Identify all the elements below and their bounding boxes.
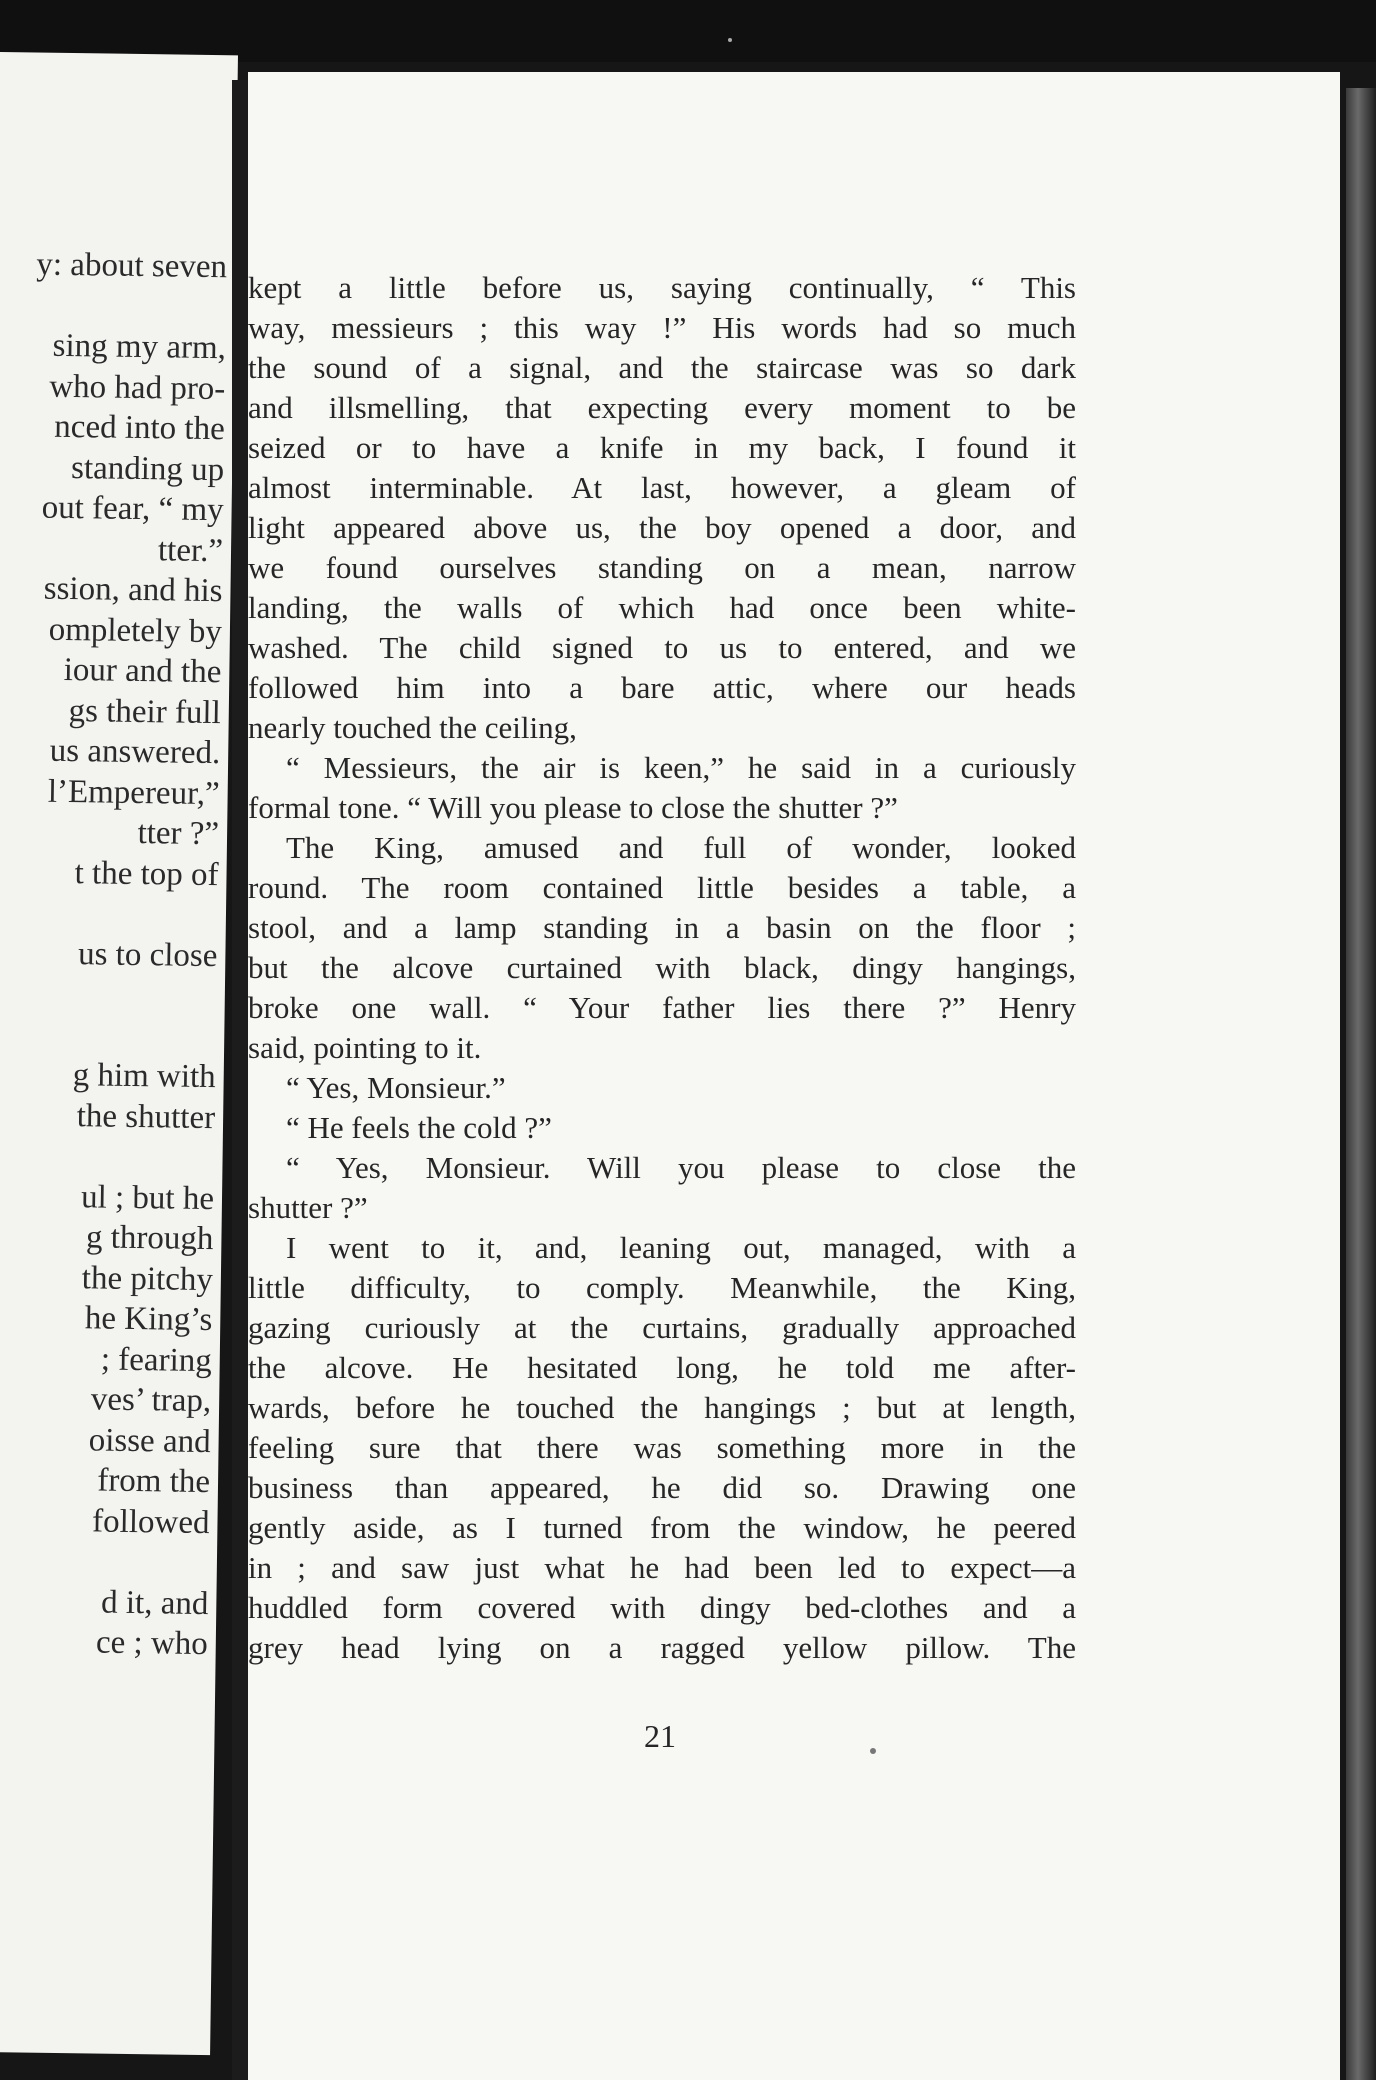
left-page-line: d it, and bbox=[100, 1584, 209, 1622]
dust-speck bbox=[728, 38, 732, 42]
dust-speck bbox=[870, 1748, 876, 1754]
left-page-line: ves’ trap, bbox=[90, 1381, 212, 1420]
text-line: the sound of a signal, and the staircase was so dark bbox=[248, 350, 1076, 385]
text-line: The King, amused and full of wonder, looked bbox=[286, 830, 1076, 865]
text-line: but the alcove curtained with black, dingy hangings, bbox=[248, 950, 1076, 985]
left-page bbox=[0, 52, 238, 2055]
text-line: stool, and a lamp standing in a basin on the floor ; bbox=[248, 910, 1076, 945]
left-page-line: he King’s bbox=[84, 1300, 213, 1339]
left-page-line: out fear, “ my bbox=[41, 489, 224, 529]
scan-top-edge bbox=[0, 0, 1376, 62]
left-page-line: g him with bbox=[72, 1057, 216, 1096]
text-line: landing, the walls of which had once been white- bbox=[248, 590, 1076, 625]
left-page-line: iour and the bbox=[63, 651, 222, 691]
text-line: we found ourselves standing on a mean, narrow bbox=[248, 550, 1076, 585]
left-page-line: oisse and bbox=[88, 1421, 211, 1460]
left-page-line: gs their full bbox=[68, 692, 222, 731]
left-page-line: nced into the bbox=[54, 408, 226, 448]
left-page-line: who had pro- bbox=[49, 368, 226, 407]
left-page-line: the pitchy bbox=[81, 1259, 214, 1298]
left-page-line: the shutter bbox=[76, 1097, 216, 1136]
text-line: way, messieurs ; this way !” His words had so much bbox=[248, 310, 1076, 345]
left-page-line: us to close bbox=[77, 935, 218, 974]
text-line: gazing curiously at the curtains, gradually approached bbox=[248, 1310, 1076, 1345]
page-edge-shadow bbox=[1346, 88, 1376, 2080]
left-page-line: tter ?” bbox=[137, 814, 220, 853]
text-line: nearly touched the ceiling, bbox=[248, 710, 577, 745]
text-line: light appeared above us, the boy opened a door, and bbox=[248, 510, 1076, 545]
text-line: broke one wall. “ Your father lies there ?” Henry bbox=[248, 990, 1076, 1025]
left-page-line: ssion, and his bbox=[43, 570, 223, 610]
text-line: feeling sure that there was something more in the bbox=[248, 1430, 1076, 1465]
left-page-line: from the bbox=[97, 1462, 211, 1501]
left-page-line: ompletely by bbox=[48, 611, 223, 650]
text-line: gently aside, as I turned from the window, he peered bbox=[248, 1510, 1076, 1545]
left-page-line: tter.” bbox=[157, 531, 224, 569]
text-line: huddled form covered with dingy bed-clothes and a bbox=[248, 1590, 1076, 1625]
body-text bbox=[248, 268, 1076, 1668]
left-page-line: sing my arm, bbox=[52, 327, 227, 367]
text-line: seized or to have a knife in my back, I found it bbox=[248, 430, 1076, 465]
left-page-line: ce ; who bbox=[95, 1624, 209, 1663]
left-page-line bbox=[0, 1537, 209, 1583]
text-line: almost interminable. At last, however, a gleam of bbox=[248, 470, 1076, 505]
text-line: business than appeared, he did so. Drawing one bbox=[248, 1470, 1076, 1505]
text-line: the alcove. He hesitated long, he told me after- bbox=[248, 1350, 1076, 1385]
text-line: little difficulty, to comply. Meanwhile, the King, bbox=[248, 1270, 1076, 1305]
left-page-line: t the top of bbox=[74, 854, 219, 893]
left-page-line: ul ; but he bbox=[80, 1178, 215, 1217]
text-line: I went to it, and, leaning out, managed, with a bbox=[286, 1230, 1076, 1265]
left-page-line bbox=[0, 282, 227, 328]
left-page-line: l’Empereur,” bbox=[47, 773, 220, 812]
text-line: followed him into a bare attic, where our heads bbox=[248, 670, 1076, 705]
text-line: formal tone. “ Will you please to close the shutter ?” bbox=[248, 790, 898, 825]
text-line: in ; and saw just what he had been led to expect—a bbox=[248, 1550, 1076, 1585]
left-page-line: g through bbox=[85, 1219, 214, 1258]
text-line: shutter ?” bbox=[248, 1190, 368, 1225]
text-line: and illsmelling, that expecting every moment to be bbox=[248, 390, 1076, 425]
left-page-line bbox=[0, 970, 217, 1016]
text-line: wards, before he touched the hangings ; but at length, bbox=[248, 1390, 1076, 1425]
left-page-line: y: about seven bbox=[36, 246, 228, 286]
text-line: grey head lying on a ragged yellow pillow. The bbox=[248, 1630, 1076, 1665]
left-page-line bbox=[0, 1011, 217, 1057]
left-page-text bbox=[0, 241, 227, 1664]
left-page-line: us answered. bbox=[49, 732, 221, 772]
left-page-line bbox=[0, 889, 218, 935]
left-page-line: standing up bbox=[70, 449, 225, 488]
text-line: round. The room contained little besides a table, a bbox=[248, 870, 1076, 905]
left-page-line: ; fearing bbox=[100, 1341, 213, 1379]
text-line: “ Yes, Monsieur. Will you please to close the bbox=[286, 1150, 1076, 1185]
left-page-line bbox=[0, 1132, 215, 1178]
page-number: 21 bbox=[644, 1718, 676, 1754]
text-line: washed. The child signed to us to entered, and we bbox=[248, 630, 1076, 665]
text-line: kept a little before us, saying continually, “ This bbox=[248, 270, 1076, 305]
text-line: said, pointing to it. bbox=[248, 1030, 482, 1065]
text-line: “ Yes, Monsieur.” bbox=[286, 1070, 506, 1105]
left-page-line: followed bbox=[91, 1502, 210, 1541]
text-line: “ He feels the cold ?” bbox=[286, 1110, 552, 1145]
text-line: “ Messieurs, the air is keen,” he said in a curiously bbox=[286, 750, 1076, 785]
